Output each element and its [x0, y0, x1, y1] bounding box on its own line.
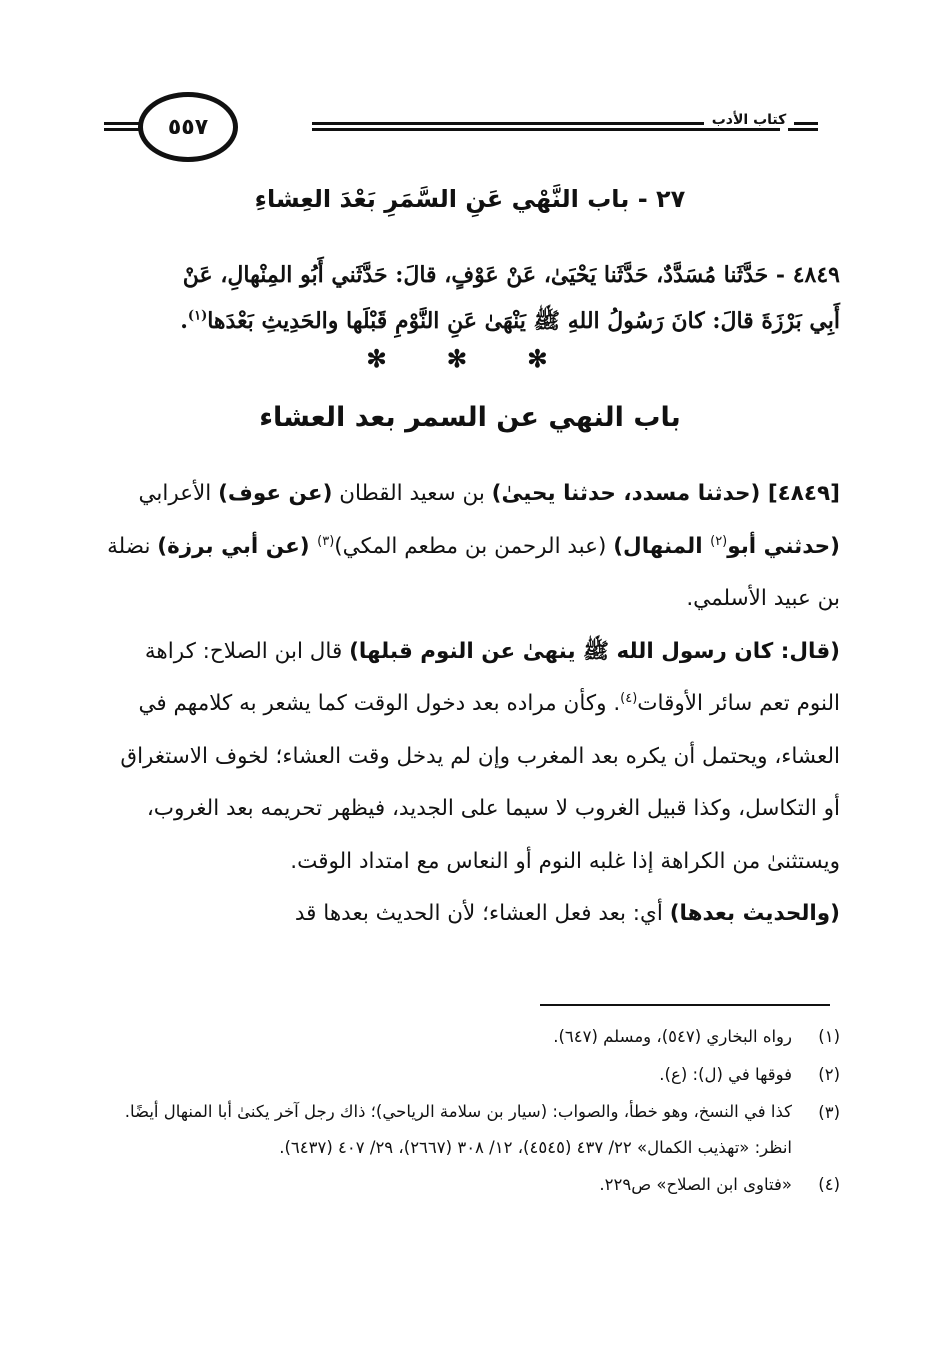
footnote-ref: (١)	[187, 308, 208, 324]
footnote-text: «فتاوى ابن الصلاح» ص٢٢٩.	[599, 1175, 792, 1194]
quoted-text: [٤٨٤٩] (حدثنا مسدد، حدثنا يحيىٰ)	[491, 481, 840, 506]
footnote-text: كذا في النسخ، وهو خطأ، والصواب: (سيار بن سلامة الرياحي)؛ ذاك رجل آخر يكنىٰ أبا المنهال أيضًا. انظر: «تهذيب الكمال» ٢٢/ ٤٣٧ (٤٥٤٥)، ١٢/ ٣٠٨ (٢٦٦٧)، ٢٩/ ٤٠٧ (٦٤٣٧).	[124, 1102, 792, 1157]
hadith-text-span: أَبِي بَرْزَةَ قالَ: كانَ رَسُولُ اللهِ ﷺ يَنْهَىٰ عَنِ النَّوْمِ قَبْلَها والحَدِيثِ بَعْدَها	[207, 308, 840, 334]
hadith-line: ٤٨٤٩ - حَدَّثَنا مُسَدَّدٌ، حَدَّثَنا يَحْيَىٰ، عَنْ عَوْفٍ، قالَ: حَدَّثَني أَبُو المِنْهالِ، عَنْ	[182, 262, 840, 288]
footnote	[100, 1056, 840, 1094]
hadith-end: .	[180, 308, 188, 334]
footnote-text: رواه البخاري (٥٤٧)، ومسلم (٦٤٧).	[553, 1027, 792, 1046]
header-rule	[312, 128, 780, 131]
explanation-text: قال ابن الصلاح: كراهة النوم تعم سائر الأوقات	[144, 638, 840, 716]
footnote-number: (٣)	[818, 1103, 840, 1122]
quoted-text: (حدثني أبو	[727, 533, 840, 559]
commentary-paragraph	[100, 468, 840, 626]
explanation-text: أي: بعد فعل العشاء؛ لأن الحديث بعدها قد	[294, 901, 670, 926]
footnote-number: (٢)	[818, 1065, 840, 1084]
quoted-text: (عن أبي برزة)	[157, 533, 318, 559]
chapter-heading: ٢٧ - باب النَّهْي عَنِ السَّمَرِ بَعْدَ العِشاءِ	[254, 185, 686, 213]
footnote-number: (١)	[818, 1027, 840, 1046]
footnote	[100, 1166, 840, 1204]
commentary-paragraph	[100, 888, 840, 941]
quoted-text: المنهال)	[613, 533, 711, 559]
explanation-text: بن سعيد القطان	[332, 481, 492, 506]
footnote-divider	[540, 1004, 830, 1006]
running-title: كتاب الأدب	[704, 112, 794, 128]
footnote-ref: (٢)	[710, 533, 728, 549]
explanation-text: الأعرابي	[138, 481, 219, 506]
footnote	[100, 1094, 840, 1166]
commentary-paragraph	[100, 626, 840, 889]
header-rule	[788, 128, 818, 131]
footnote-ref: (٤)	[620, 690, 638, 706]
commentary-body	[100, 468, 840, 941]
quoted-text: (عن عوف)	[218, 481, 333, 506]
hadith-line	[100, 298, 840, 344]
page-number: ٥٥٧	[138, 92, 238, 162]
footnote-number: (٤)	[818, 1175, 840, 1194]
separator-ornament: ✻ ✻ ✻	[366, 344, 574, 373]
footnote-text: فوقها في (ل): (ع).	[659, 1065, 792, 1084]
page-header	[104, 92, 824, 172]
explanation-text: نضلة بن عبيد الأسلمي.	[107, 533, 840, 611]
footnotes	[100, 1018, 840, 1204]
hadith-text	[100, 252, 840, 344]
explanation-text: . وكأن مراده بعد دخول الوقت كما يشعر به كلامهم في العشاء، ويحتمل أن يكره بعد المغرب وإن لم يدخل وقت العشاء؛ لخوف الاستغراق أو التكاسل، وكذا قبيل الغروب لا سيما على الجديد، فيظهر تحريمه بعد الغروب، ويستثنىٰ من الكراهة إذا غلبه النوم أو النعاس مع امتداد الوقت.	[120, 691, 840, 874]
quoted-text: (قال: كان رسول الله ﷺ ينهىٰ عن النوم قبلها)	[349, 638, 840, 664]
explanation-text: (عبد الرحمن بن مطعم المكي)	[334, 533, 614, 559]
footnote-ref: (٣)	[317, 533, 335, 549]
footnote	[100, 1018, 840, 1056]
quoted-text: (والحديث بعدها)	[669, 901, 840, 926]
commentary-heading: باب النهي عن السمر بعد العشاء	[259, 402, 681, 433]
